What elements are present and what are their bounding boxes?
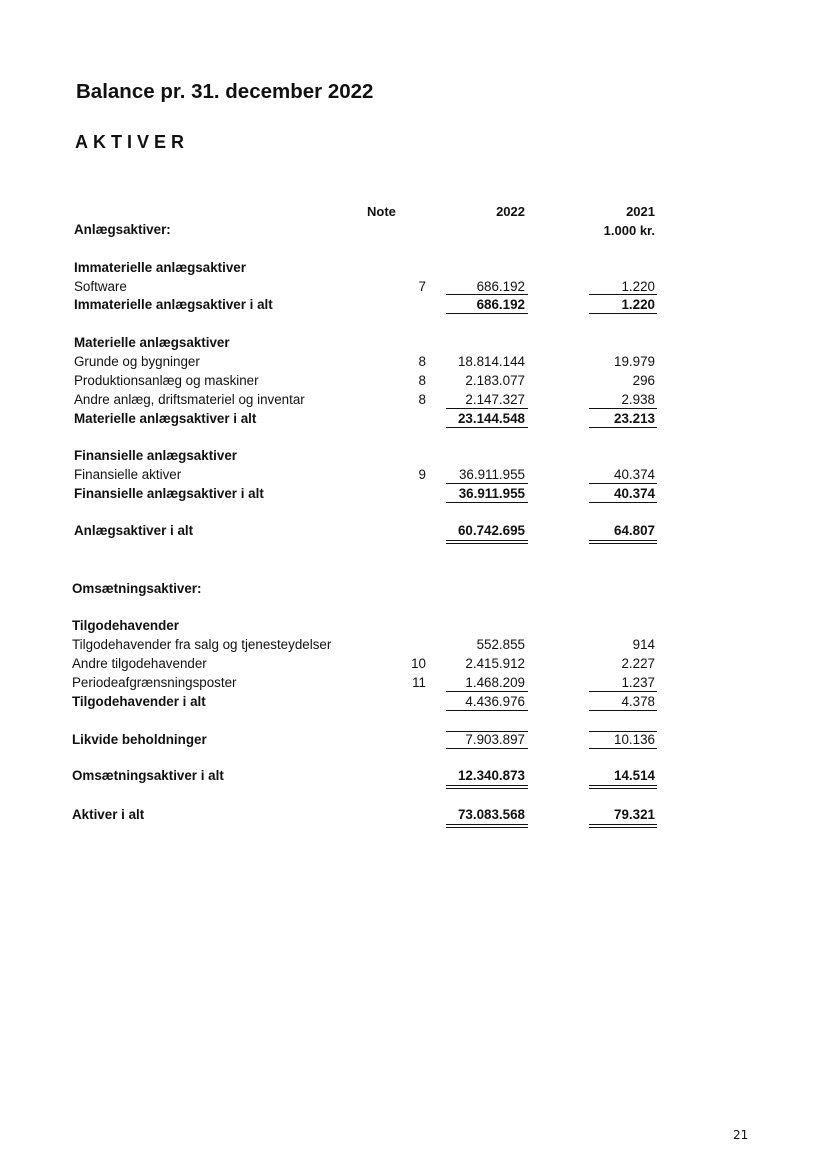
grand-total-rule <box>446 785 528 786</box>
row-label: Produktionsanlæg og maskiner <box>74 373 259 388</box>
value-2021: 2.227 <box>621 656 655 671</box>
row-note: 9 <box>418 467 426 482</box>
unit-header: 1.000 kr. <box>603 223 655 238</box>
table-row <box>0 260 827 278</box>
value-2021: 23.213 <box>614 411 655 426</box>
grand-total-rule <box>589 824 657 825</box>
value-2022: 18.814.144 <box>457 354 525 369</box>
table-row <box>0 392 827 410</box>
value-2021: 2.938 <box>621 392 655 407</box>
total-rule <box>589 313 657 314</box>
row-label: Immaterielle anlægsaktiver i alt <box>74 297 273 312</box>
table-row <box>0 486 827 504</box>
grand-total-rule <box>446 543 528 544</box>
table-row <box>0 411 827 429</box>
table-row <box>0 354 827 372</box>
row-label: Software <box>74 279 127 294</box>
grand-total-rule <box>446 540 528 541</box>
subtotal-rule <box>446 408 528 409</box>
value-2021: 4.378 <box>621 694 655 709</box>
value-2022: 552.855 <box>476 637 525 652</box>
value-2021: 1.237 <box>621 675 655 690</box>
row-label: Finansielle aktiver <box>74 467 182 482</box>
table-row <box>0 279 827 297</box>
grand-total-rule <box>446 788 528 789</box>
subtotal-rule <box>446 294 528 295</box>
row-label: Tilgodehavender fra salg og tjenesteydelser <box>72 637 332 652</box>
value-2022: 2.415.912 <box>465 656 525 671</box>
row-label: Omsætningsaktiver i alt <box>72 768 224 783</box>
value-2021: 14.514 <box>614 768 655 783</box>
table-row <box>0 656 827 674</box>
grand-total-rule <box>589 788 657 789</box>
row-label: Anlægsaktiver: <box>74 222 171 237</box>
note-column-header: Note <box>367 204 396 219</box>
value-2022: 73.083.568 <box>457 807 525 822</box>
subtotal-rule <box>589 483 657 484</box>
grand-total-rule <box>589 785 657 786</box>
page-number: 21 <box>733 1128 749 1142</box>
table-row <box>0 618 827 636</box>
total-rule <box>446 502 528 503</box>
value-2022: 2.183.077 <box>465 373 525 388</box>
value-2022: 4.436.976 <box>465 694 525 709</box>
row-label: Andre tilgodehavender <box>72 656 207 671</box>
table-row <box>0 637 827 655</box>
row-note: 11 <box>412 675 426 690</box>
row-label: Aktiver i alt <box>72 807 145 822</box>
row-note: 7 <box>418 279 426 294</box>
subtotal-rule <box>589 691 657 692</box>
row-label: Andre anlæg, driftsmateriel og inventar <box>74 392 305 407</box>
year-2022-header: 2022 <box>496 204 525 219</box>
table-row <box>0 335 827 353</box>
subtotal-rule <box>446 731 528 732</box>
value-2022: 7.903.897 <box>465 732 525 747</box>
table-row <box>0 523 827 541</box>
row-label: Materielle anlægsaktiver i alt <box>74 411 257 426</box>
value-2022: 686.192 <box>476 279 525 294</box>
row-note: 10 <box>411 656 426 671</box>
subtotal-rule <box>589 408 657 409</box>
table-row <box>0 448 827 466</box>
value-2022: 36.911.955 <box>458 486 525 501</box>
row-note: 8 <box>418 392 426 407</box>
subtotal-rule <box>589 731 657 732</box>
value-2022: 36.911.955 <box>458 467 525 482</box>
value-2022: 2.147.327 <box>465 392 525 407</box>
grand-total-rule <box>589 543 657 544</box>
row-note: 8 <box>418 354 426 369</box>
table-row <box>0 768 827 786</box>
subtotal-rule <box>446 483 528 484</box>
grand-total-rule <box>589 827 657 828</box>
value-2021: 914 <box>632 637 655 652</box>
value-2022: 12.340.873 <box>457 768 525 783</box>
total-rule <box>446 710 528 711</box>
value-2021: 64.807 <box>614 523 655 538</box>
row-label: Finansielle anlægsaktiver i alt <box>74 486 264 501</box>
row-label: Grunde og bygninger <box>74 354 200 369</box>
row-label: Finansielle anlægsaktiver <box>74 448 237 463</box>
table-row <box>0 581 827 599</box>
row-label: Tilgodehavender i alt <box>72 694 206 709</box>
row-label: Materielle anlægsaktiver <box>74 335 230 350</box>
value-2021: 40.374 <box>614 467 655 482</box>
value-2021: 79.321 <box>614 807 655 822</box>
total-rule <box>589 748 657 749</box>
table-row <box>0 675 827 693</box>
row-label: Periodeafgrænsningsposter <box>72 675 237 690</box>
page-title: Balance pr. 31. december 2022 <box>76 80 374 103</box>
value-2021: 1.220 <box>621 297 655 312</box>
row-label: Immaterielle anlægsaktiver <box>74 260 246 275</box>
table-row <box>0 694 827 712</box>
table-row <box>0 222 827 240</box>
grand-total-rule <box>589 540 657 541</box>
value-2021: 1.220 <box>621 279 655 294</box>
row-label: Tilgodehavender <box>72 618 179 633</box>
value-2022: 686.192 <box>476 297 525 312</box>
grand-total-rule <box>446 824 528 825</box>
total-rule <box>446 427 528 428</box>
subtotal-rule <box>446 691 528 692</box>
table-row <box>0 467 827 485</box>
year-2021-header: 2021 <box>626 204 655 219</box>
value-2022: 60.742.695 <box>457 523 525 538</box>
value-2021: 296 <box>632 373 655 388</box>
table-row <box>0 373 827 391</box>
row-label: Anlægsaktiver i alt <box>74 523 194 538</box>
total-rule <box>589 710 657 711</box>
value-2022: 23.144.548 <box>457 411 525 426</box>
value-2021: 10.136 <box>614 732 655 747</box>
table-row <box>0 807 827 825</box>
row-label: Likvide beholdninger <box>72 732 207 747</box>
value-2022: 1.468.209 <box>465 675 525 690</box>
table-row <box>0 297 827 315</box>
total-rule <box>589 427 657 428</box>
row-note: 8 <box>418 373 426 388</box>
total-rule <box>446 313 528 314</box>
value-2021: 19.979 <box>614 354 655 369</box>
total-rule <box>589 502 657 503</box>
total-rule <box>446 748 528 749</box>
grand-total-rule <box>446 827 528 828</box>
row-label: Omsætningsaktiver: <box>72 581 202 596</box>
table-row <box>0 732 827 750</box>
section-heading: AKTIVER <box>75 132 190 152</box>
value-2021: 40.374 <box>614 486 655 501</box>
subtotal-rule <box>589 294 657 295</box>
